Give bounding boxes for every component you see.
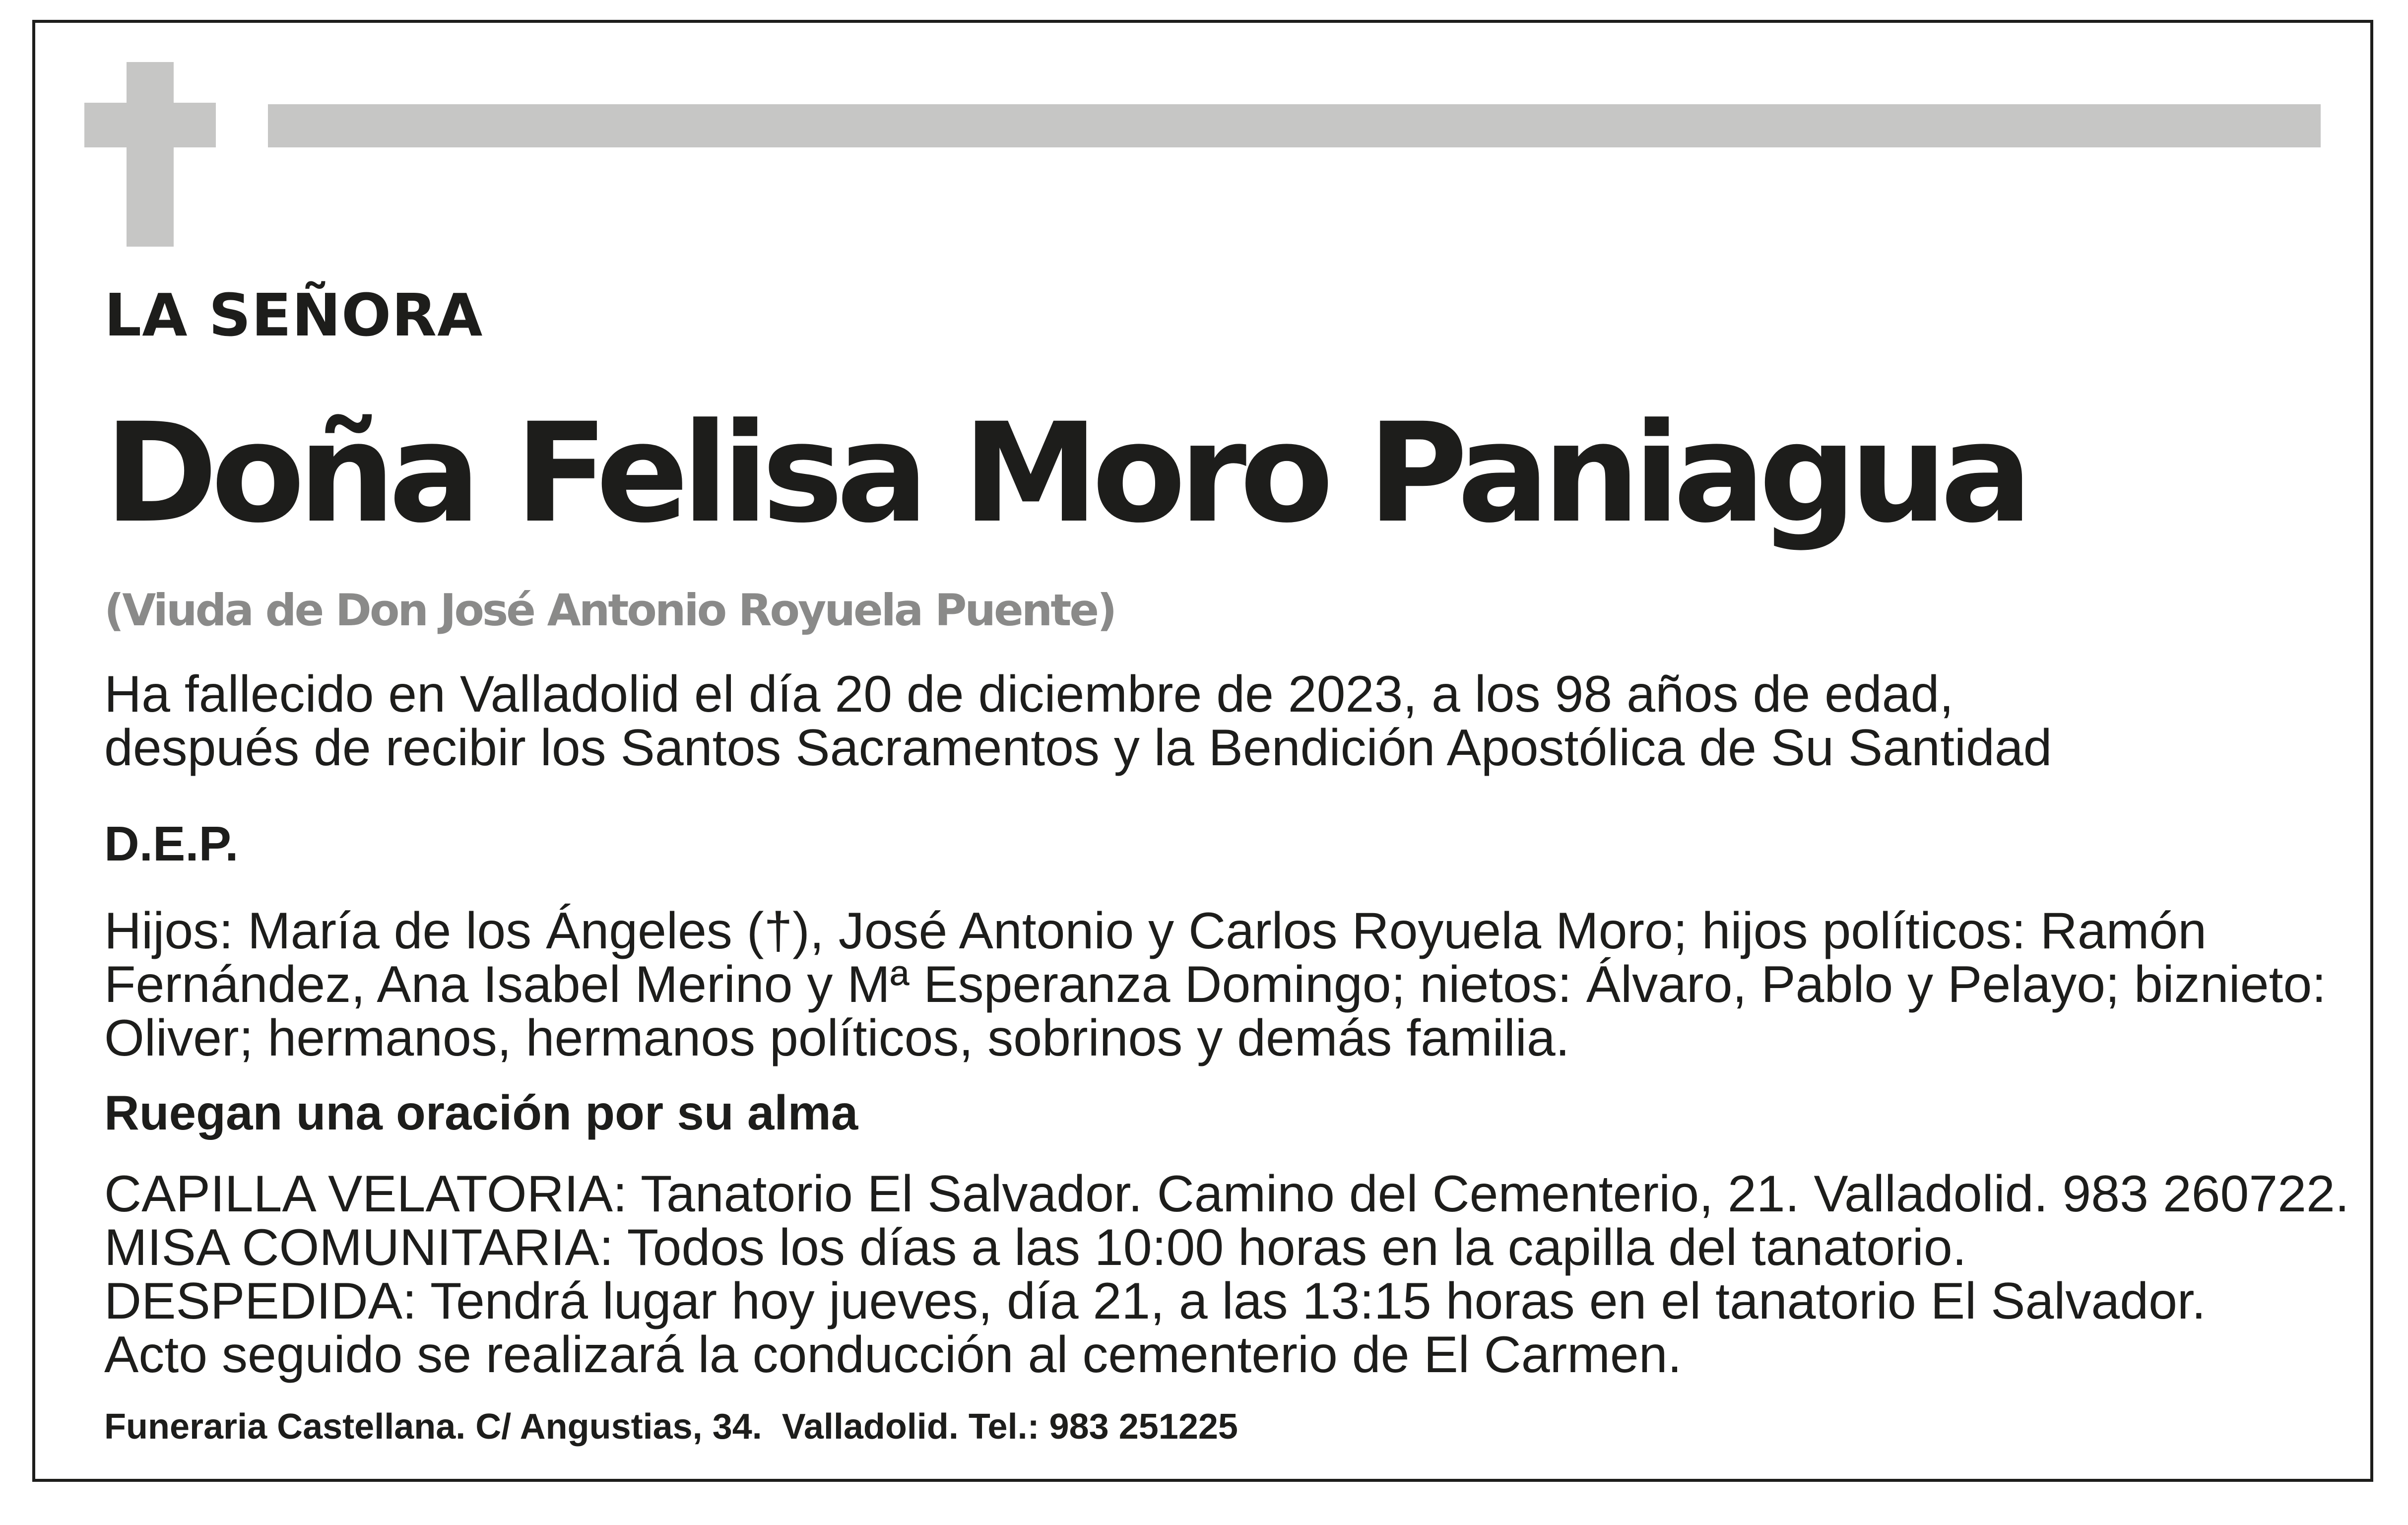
widow-of: (Viuda de Don José Antonio Royuela Puente): [104, 585, 1115, 636]
family-line: Fernández, Ana Isabel Merino y Mª Esperanza Domingo; nietos: Álvaro, Pablo y Pelayo; biznieto:: [104, 956, 2327, 1013]
funeral-home-info: Funeraria Castellana. C/ Angustias, 34. Valladolid. Tel.: 983 251225: [104, 1407, 1238, 1447]
dep-label: D.E.P.: [104, 816, 239, 871]
deceased-name: Doña Felisa Moro Paniagua: [104, 394, 2026, 553]
service-line: Acto seguido se realizará la conducción al cementerio de El Carmen.: [104, 1326, 1682, 1384]
service-line: CAPILLA VELATORIA: Tanatorio El Salvador. Camino del Cementerio, 21. Valladolid. 983 260722.: [104, 1165, 2349, 1223]
service-line: MISA COMUNITARIA: Todos los días a las 10:00 horas en la capilla del tanatorio.: [104, 1219, 1967, 1276]
death-announcement: [104, 667, 2052, 775]
death-line: Ha fallecido en Valladolid el día 20 de diciembre de 2023, a los 98 años de edad,: [104, 665, 1954, 723]
cross-icon-arm: [84, 103, 216, 147]
header-bar: [268, 104, 2321, 147]
service-details: [104, 1167, 2349, 1382]
family-list: [104, 904, 2326, 1065]
title-lead: LA SEÑORA: [104, 281, 483, 349]
cross-icon: [127, 62, 174, 247]
family-line: Hijos: María de los Ángeles (†), José Antonio y Carlos Royuela Moro; hijos políticos: Ramón: [104, 902, 2207, 960]
death-line: después de recibir los Santos Sacramentos y la Bendición Apostólica de Su Santidad: [104, 719, 2052, 777]
prayer-request: Ruegan una oración por su alma: [104, 1085, 858, 1140]
service-line: DESPEDIDA: Tendrá lugar hoy jueves, día 21, a las 13:15 horas en el tanatorio El Salvador.: [104, 1272, 2206, 1330]
family-line: Oliver; hermanos, hermanos políticos, sobrinos y demás familia.: [104, 1009, 1570, 1067]
